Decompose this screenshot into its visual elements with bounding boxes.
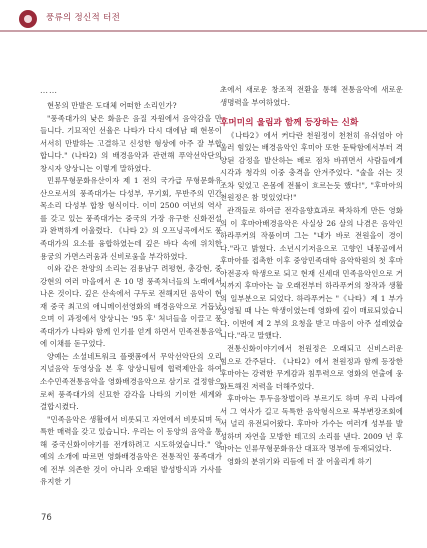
right-paragraph: 후마아는 투두음창법이라 부르기도 하며 우리 나라에서 그 역사가 길고 독특한 음악형식으로 복부변장조회에서 널리 유전되어왔다. 후마아 가수는 여러개 성부를 발성하며 자연을 모방한 테고의 소리를 낸다. 2009 년 후마아는 인류무형문화유산 대표작 명부에 등재되었다. <box>220 394 403 454</box>
left-paragraph: 현몽의 만발은 도대체 어떠한 소리인가? <box>47 101 177 110</box>
right-paragraph: 영화의 분위기와 리듬에 더 잘 어울리게 하기 <box>227 456 373 466</box>
running-header <box>0 0 427 30</box>
header-rule <box>0 30 427 32</box>
right-paragraph: 관객들로 하여금 전각음향효과로 꽉차하게 만든 영화의 이 후마아배경음악은 사실상 26 살의 나겸은 음악인 하라푸커의 작품이며 그는 "내가 바로 전원을이 경이다."라고 밝혔다. 소년시기저음으로 고향인 내몽골에서 후마아를 접촉한 이후 중앙민족대학 음악학원의 첫 후마아전공자 학생으로 되고 현재 신세대 민족음악인으로 거지까지 후마아는 늘 오래전부터 하라푸커의 창작과 생활의 일부분으로 되었다. 하라푸커는 "《나타》제 1 부가 상영될 때 나는 학생이였는데 영화에 깊이 매료되었습니다. 이번에 제 2 부의 요청을 받고 마음이 아주 설레였습니다."라고 말했다. <box>220 205 403 341</box>
right-column <box>220 84 403 468</box>
left-paragraph: 이와 같은 찬양의 소리는 검용남구 려평현, 총강현, 중강현의 여러 마을에서 온 10 명 풍족처너들의 노래에서 나온 것이다. 깊은 산속에서 구두로 전해지던 음악이 현재 중국 최고의 애니메이션영화의 배경음악으로 거듭났으며 이 과정에서 양상니는 '95 후' 처녀들을 이끌고 풍족대가가 나타와 함께 인기를 얻게 하면서 민족전통음악에 이채를 돋구었다. <box>40 264 222 349</box>
left-paragraph: "풍족대가의 낮은 화음은 음질 자원에서 음악감을 만들니다. 기묘적인 선율은 나타가 다시 대에남 때 현몽이 서서히 만발하는 고결하고 신성한 형상에 아주 잘 부합합니다." (나타2) 의 배경음악과 관련해 푸악선악단의 창시자 양상니는 이렇게 말하였다. <box>40 113 222 173</box>
right-paragraph: 전통신화이야기에서 천원정은 오래되고 신비스러운 힘으로 간주된다. 《나타2》에서 천원정과 함께 등장한 후마아는 강력한 무게감과 침투력으로 영화의 연출에 웅화트해진 저력을 더해주었다. <box>220 343 403 391</box>
page-number: 76 <box>41 513 52 523</box>
running-title: 풍류의 정신적 터전 <box>46 13 121 23</box>
left-column <box>40 100 222 489</box>
red-circle-icon <box>19 10 37 28</box>
ellipsis-mark: …… <box>40 86 58 95</box>
section-title: 후머미의 울림과 함께 등장하는 신화 <box>220 118 359 129</box>
left-paragraph: "민족음악은 생활에서 비롯되고 자연에서 비롯되며 독특한 매력을 갖고 있습니다. 우리는 이 동양의 음악을 통해 중국신화이야기를 전개하려고 시도하였습니다." 양예의 소개에 따르면 영화배경음악은 전통적인 풍족대가에 전부 의존한 것이 아니라 오래된 발성방식과 가사를 유지한 기 <box>40 414 223 487</box>
right-intro-paragraph: 초에서 새로운 창조적 전환을 통해 전통음악에 새로운 생명력을 부여하였다. <box>220 85 403 107</box>
left-paragraph: 민류무형문화유산이자 제 1 전의 국가급 무형문화유산으로서의 풍족대가는 다성부, 무기회, 무반주의 민간 목소리 다성부 합창 형식이다. 이미 2500 여년의 역사를 갖고 있는 풍족대가는 중국의 가장 유구한 신화전설과 완벽하게 어울렸다. 《나타 2》의 오프닝곡에서도 풍족대가의 요소를 융합하였는데 깊은 바다 속에 위치한 용궁의 가면스러움과 신비로움을 부각하였다. <box>40 176 222 261</box>
left-paragraph: 양예는 소셜네트워크 플랫폼에서 무악선악단의 오리지널음악 동영상을 본 후 양상니팀에 협력제안을 하여 소수민족전통음악을 영화배경음악으로 삼기로 결정함으로써 풍족대가의 신묘한 감각을 나타의 기이한 세계와 결합시켰다. <box>40 351 222 412</box>
circle-inner-dot <box>24 15 32 23</box>
right-paragraph: 《나타2》에서 커다란 천원정이 천천히 유쉬엄아 아울러 힘있는 배경음악인 후미아 또한 둔탁함에서부터 격양된 감정을 발산하는 배로 점차 바뀌면서 사람들에게 시각과 청각의 이중 충격을 안겨주었다. "술을 쉬는 것 조차 잊었고 온몸에 전률이 흐르는듯 했다!", "후마아의 천원정은 참 멋있었다!" <box>220 130 403 203</box>
